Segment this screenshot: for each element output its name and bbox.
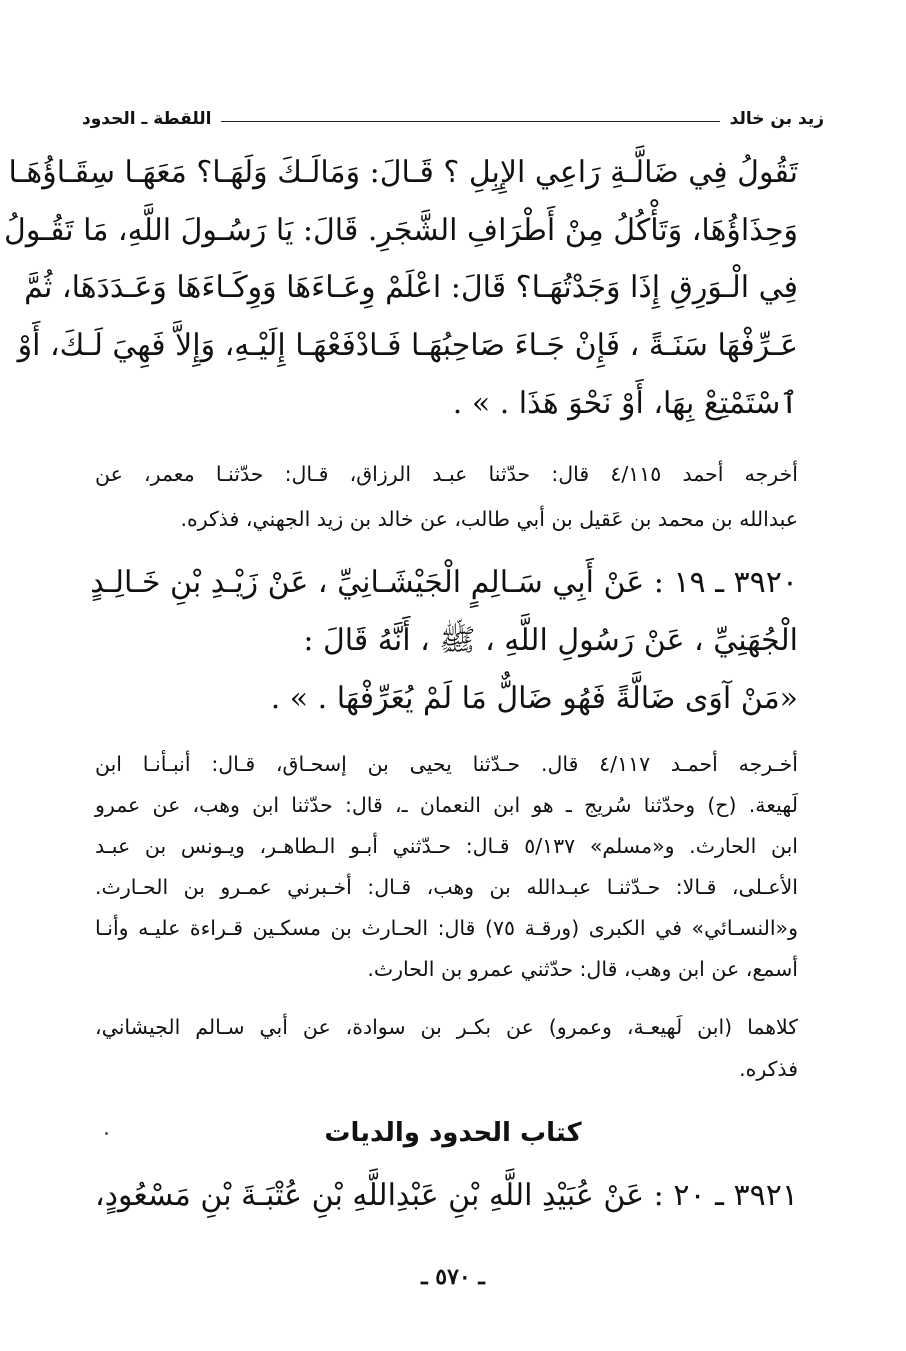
hadith-text-line: ٣٩٢١ ـ ٢٠ : عَنْ عُبَيْدِ اللَّهِ بْنِ عَبْدِاللَّهِ بْنِ عُتْبَـةَ بْنِ مَسْعُودٍ، [95, 1178, 798, 1213]
hadith-text-line: ٱسْتَمْتِعْ بِهَا، أَوْ نَحْوَ هَذَا . » . [452, 386, 798, 421]
section-heading: كتاب الحدود والديات [324, 1118, 582, 1148]
page-number: ـ ٥٧٠ ـ [421, 1264, 485, 1290]
header-rule [221, 121, 719, 122]
hadith-text-line: «مَنْ آوَى ضَالَّةً فَهُو ضَالٌّ مَا لَمْ يُعَرِّفْهَا . » . [270, 681, 798, 716]
header-narrator: زيد بن خالد [729, 109, 824, 129]
hadith-text-line: الْجُهَنِيِّ ، عَنْ رَسُولِ اللَّهِ ، ﷺ ، أَنَّهُ قَالَ : [303, 623, 798, 658]
header-chapter: اللقطة ـ الحدود [82, 109, 212, 129]
footnote-line: ابن الحارث. و«مسلم» ٥/١٣٧ قـال: حـدّثني أبـو الـطاهـر، ويـونس بن عبـد [95, 834, 798, 858]
hadith-text-line: تَقُولُ فِي ضَالَّـةِ رَاعِي الإِبِلِ ؟ قَـالَ: وَمَالَـكَ وَلَهَـا؟ مَعَهَـا سِقَـاؤُهَـا [8, 155, 798, 190]
footnote-line: أسمع، عن ابن وهب، قال: حدّثني عمرو بن الحارث. [367, 957, 798, 981]
footnote-line: فذكره. [739, 1057, 798, 1081]
running-header [82, 104, 824, 134]
hadith-text-line: عَـرِّفْهَا سَنَـةً ، فَإِنْ جَـاءَ صَاحِبُهَـا فَـادْفَعْهَـا إِلَيْـهِ، وَإِلاَّ فَهِيَ لَـكَ، أَوْ [17, 328, 798, 363]
hadith-text-line: ٣٩٢٠ ـ ١٩ : عَنْ أَبِي سَـالِمٍ الْجَيْشَـانِيِّ ، عَنْ زَيْـدِ بْنِ خَـالِـدٍ [90, 565, 798, 600]
footnote-line: أخـرجه أحمـد ٤/١١٧ قال. حـدّثنا يحيى بن إسحـاق، قـال: أنبـأنـا ابن [95, 752, 798, 776]
footnote-line: الأعـلى، قـالا: حـدّثنـا عبـدالله بن وهب، قـال: أخـبرني عمـرو بن الحـارث. [95, 875, 798, 899]
footnote-line: و«النسـائي» في الكبرى (ورقـة ٧٥) قال: الحـارث بن مسكـين قـراءة عليـه وأنـا [95, 916, 799, 940]
footnote-line: كلاهما (ابن لَهيعـة، وعمرو) عن بكـر بن سوادة، عن أبي سـالم الجيشاني، [95, 1015, 798, 1039]
footnote-line: عبدالله بن محمد بن عَقيل بن أبي طالب، عن خالد بن زيد الجهني، فذكره. [180, 507, 798, 531]
footnote-line: لَهيعة. (ح) وحدّثنا سُريج ـ هو ابن النعمان ـ، قال: حدّثنا ابن وهب، عن عمرو [95, 793, 798, 817]
footnote-line: أخرجه أحمد ٤/١١٥ قال: حدّثنا عبـد الرزاق، قـال: حدّثنـا معمر، عن [95, 462, 798, 486]
hadith-text-line: وَحِذَاؤُهَا، وَتَأْكُلُ مِنْ أَطْرَافِ الشَّجَرِ. قَالَ: يَا رَسُـولَ اللَّهِ، مَا تَقُـولُ [4, 213, 798, 248]
hadith-text-line: فِي الْـوَرِقِ إِذَا وَجَدْتُهَـا؟ قَالَ: اعْلَمْ وِعَـاءَهَا وَوِكَـاءَهَا وَعَـدَدَهَا، ثُمَّ [24, 270, 798, 305]
